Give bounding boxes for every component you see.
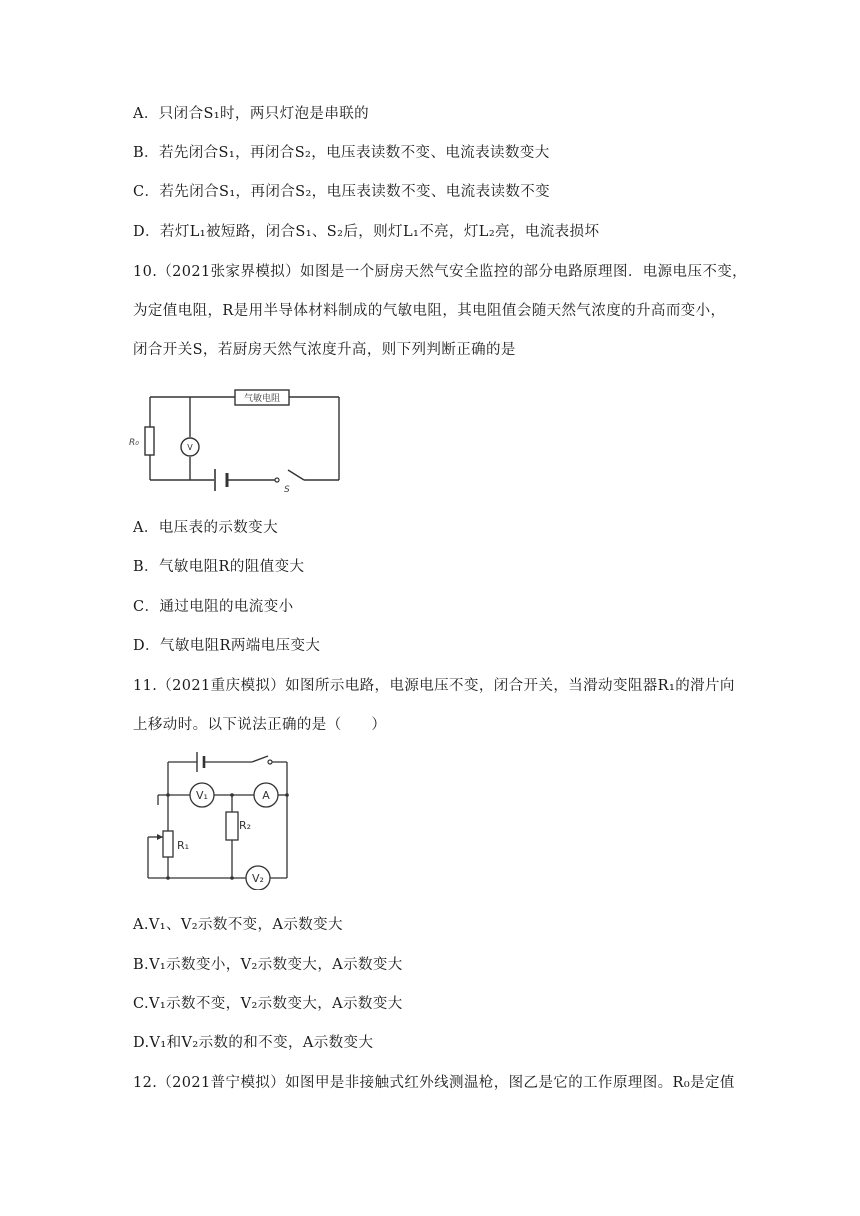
r0-label: R₀ [129,438,139,448]
q9-option-a: A．只闭合S₁时，两只灯泡是串联的 [133,106,370,122]
q9-option-d: D．若灯L₁被短路，闭合S₁、S₂后，则灯L₁不亮，灯L₂亮，电流表损坏 [133,224,600,240]
q11-stem-line-1: 11.（2021重庆模拟）如图所示电路，电源电压不变，闭合开关，当滑动变阻器R₁的滑片向 [133,678,735,694]
switch-contact [275,478,279,482]
q10-option-c: C．通过电阻的电流变小 [133,599,294,615]
r0-resistor [145,427,154,455]
q10-circuit-diagram [128,384,348,496]
q11-circuit-diagram [140,748,300,890]
slider-arrow-icon [157,834,163,840]
ammeter-label: A [262,789,270,802]
junction-dot [285,793,289,797]
q10-option-b: B．气敏电阻R的阻值变大 [133,559,305,575]
switch-label: S [284,485,290,495]
gas-resistor-label: 气敏电阻 [243,394,281,404]
v1-label: V₁ [196,789,208,802]
q10-stem-line-2: 为定值电阻，R是用半导体材料制成的气敏电阻，其电阻值会随天然气浓度的升高而变小， [133,303,726,319]
junction-dot [230,876,234,880]
r2-label: R₂ [239,819,252,832]
q11-option-d: D.V₁和V₂示数的和不变，A示数变大 [133,1035,374,1051]
junction-dot [166,876,170,880]
r1-label: R₁ [177,839,190,852]
v2-label: V₂ [252,872,264,885]
q10-option-a: A．电压表的示数变大 [133,520,278,536]
switch-contact [268,760,272,764]
q11-option-c: C.V₁示数不变，V₂示数变大，A示数变大 [133,996,403,1012]
q11-option-a: A.V₁、V₂示数不变，A示数变大 [133,917,343,933]
q10-stem-line-1: 10.（2021张家界模拟）如图是一个厨房天然气安全监控的部分电路原理图．电源电压不变， [133,264,748,280]
r1-resistor [163,831,173,857]
q11-option-b: B.V₁示数变小，V₂示数变大，A示数变大 [133,957,403,973]
voltmeter-label: V [187,443,193,452]
q11-stem-line-2: 上移动时。以下说法正确的是（ ） [133,717,387,733]
q10-stem-line-3: 闭合开关S，若厨房天然气浓度升高，则下列判断正确的是 [133,342,516,358]
junction-dot [230,793,234,797]
r2-resistor [226,812,238,840]
junction-dot [166,793,170,797]
q9-option-c: C．若先闭合S₁，再闭合S₂，电压表读数不变、电流表读数不变 [133,184,551,200]
q10-option-d: D．气敏电阻R两端电压变大 [133,638,321,654]
q12-stem-line-1: 12.（2021普宁模拟）如图甲是非接触式红外线测温枪，图乙是它的工作原理图。R₀是定值 [133,1075,735,1091]
q9-option-b: B．若先闭合S₁，再闭合S₂，电压表读数不变、电流表读数变大 [133,145,550,161]
